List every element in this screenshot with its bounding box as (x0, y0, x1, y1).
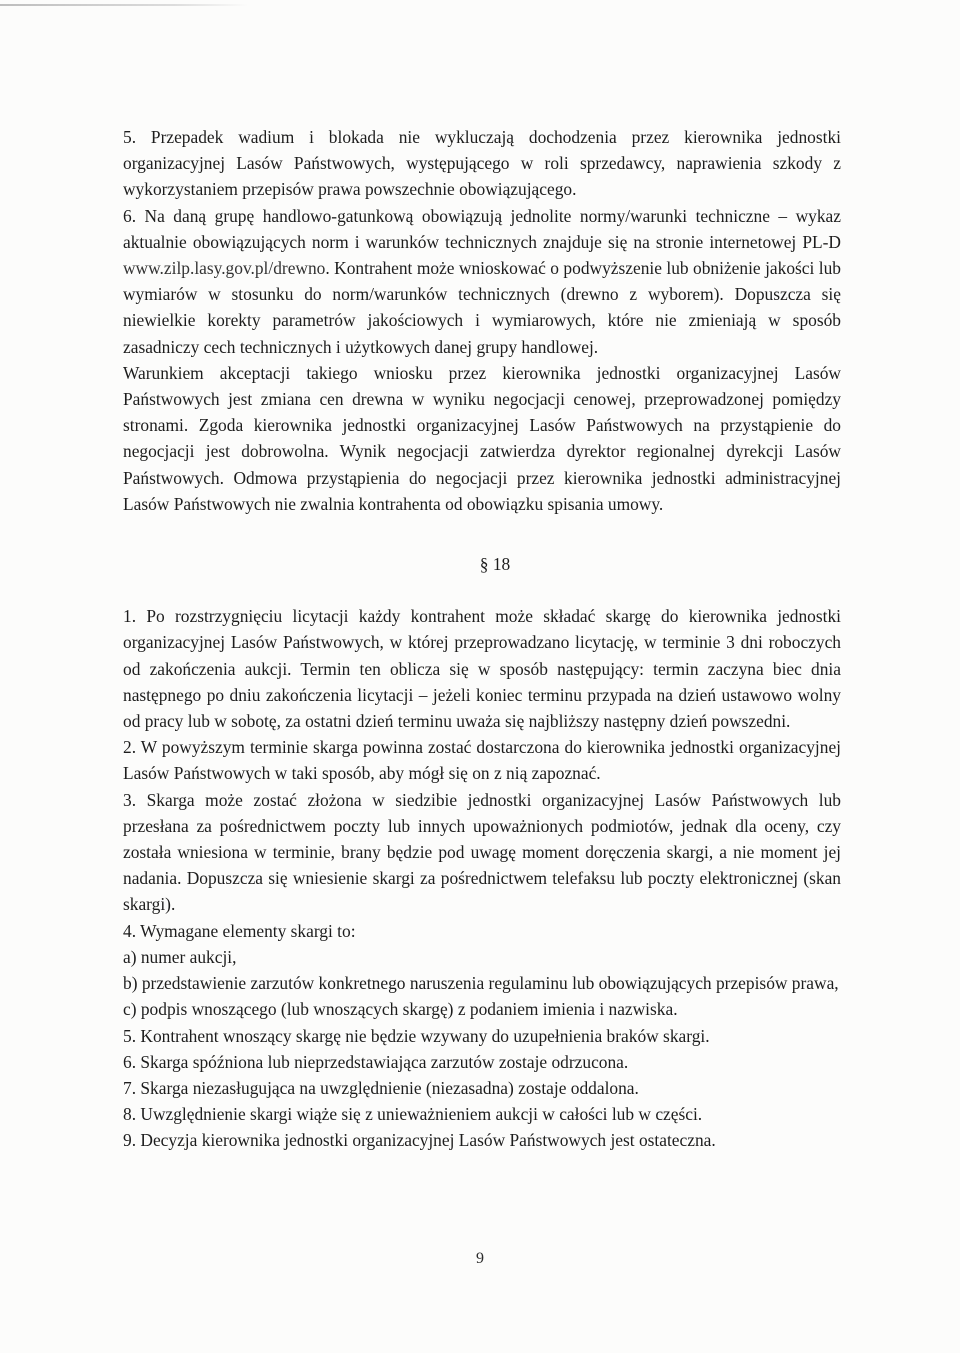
document-body (123, 124, 841, 1154)
s18-paragraph-4: 4. Wymagane elementy skargi to: (123, 920, 356, 941)
paragraph-6 (123, 203, 841, 360)
s18-item-b: b) przedstawienie zarzutów konkretnego naruszenia regulaminu lub obowiązujących przepisów prawa, (123, 973, 839, 994)
paragraph-6-continued: Warunkiem akceptacji takiego wniosku przez kierownika jednostki organizacyjnej Lasów Państwowych jest zmiana cen drewna w wyniku negocjacji cenowej, przeprowadzonej pomiędzy stronami. Zgoda kierownika jednostki organizacyjnej Lasów Państwowych na przystąpienie do negocjacji jest dobrowolna. Wynik negocjacji zatwierdza dyrektor regionalnej dyrekcji Lasów Państwowych. Odmowa przystąpienia do negocjacji przez kierownika jednostki administracyjnej Lasów Państwowych nie zwalnia kontrahenta od obowiązku spisania umowy. (123, 362, 841, 514)
s18-paragraph-7: 7. Skarga niezasługująca na uwzględnienie (niezasadna) zostaje oddalona. (123, 1077, 639, 1098)
page-number: 9 (476, 1250, 484, 1267)
s18-item-c: c) podpis wnoszącego (lub wnoszących skargę) z podaniem imienia i nazwiska. (123, 999, 678, 1020)
paragraph-6-text-a: 6. Na daną grupę handlowo-gatunkową obowiązują jednolite normy/warunki techniczne – wykaz aktualnie obowiązujących norm i warunków technicznych znajduje się na stronie internetowej PL-D (123, 205, 841, 252)
s18-paragraph-5: 5. Kontrahent wnoszący skargę nie będzie wzywany do uzupełnienia braków skargi. (123, 1025, 710, 1046)
paragraph-6-text-b: . Kontrahent może wnioskować o podwyższenie lub obniżenie jakości lub wymiarów w stosunku do norm/warunków technicznych (drewno z wyborem). Dopuszcza się niewielkie korekty parametrów jakościowych i wymiarowych, które nie zmieniają w sposób zasadniczy cech technicznych i użytkowych danej grupy handlowej. (123, 258, 841, 357)
pld-website-link[interactable]: www.zilp.lasy.gov.pl/drewno (123, 258, 326, 279)
s18-paragraph-6: 6. Skarga spóźniona lub nieprzedstawiająca zarzutów zostaje odrzucona. (123, 1051, 629, 1072)
s18-paragraph-3: 3. Skarga może zostać złożona w siedzibie jednostki organizacyjnej Lasów Państwowych lub przesłana za pośrednictwem poczty lub innych upoważnionych podmiotów, jednak dla oceny, czy została wniesiona w terminie, brany będzie pod uwagę moment doręczenia skargi, a nie moment jej nadania. Dopuszcza się wniesienie skargi za pośrednictwem telefaksu lub poczty elektronicznej (skan skargi). (123, 789, 841, 915)
paragraph-5: 5. Przepadek wadium i blokada nie wykluczają dochodzenia przez kierownika jednostki organizacyjnej Lasów Państwowych, występującego w roli sprzedawcy, naprawienia szkody z wykorzystaniem przepisów prawa powszechnie obowiązującego. (123, 127, 841, 200)
s18-paragraph-1: 1. Po rozstrzygnięciu licytacji każdy kontrahent może składać skargę do kierownika jednostki organizacyjnej Lasów Państwowych, w której przeprowadzano licytację, w terminie 3 dni roboczych od zakończenia aukcji. Termin ten oblicza się w sposób następujący: termin zaczyna biec dnia następnego po dniu zakończenia licytacji – jeżeli koniec terminu przypada na dzień ustawowo wolny od pracy lub w sobotę, za ostatni dzień terminu uważa się najbliższy następny dzień powszedni. (123, 606, 841, 732)
s18-item-a: a) numer aukcji, (123, 946, 237, 967)
s18-paragraph-8: 8. Uwzględnienie skargi wiąże się z unieważnieniem aukcji w całości lub w części. (123, 1104, 703, 1125)
scan-artifact-line (0, 4, 248, 6)
section-heading-18: § 18 (479, 554, 511, 575)
s18-paragraph-2: 2. W powyższym terminie skarga powinna zostać dostarczona do kierownika jednostki organizacyjnej Lasów Państwowych w taki sposób, aby mógł się on z nią zapoznać. (123, 737, 841, 784)
s18-paragraph-9: 9. Decyzja kierownika jednostki organizacyjnej Lasów Państwowych jest ostateczna. (123, 1130, 716, 1151)
